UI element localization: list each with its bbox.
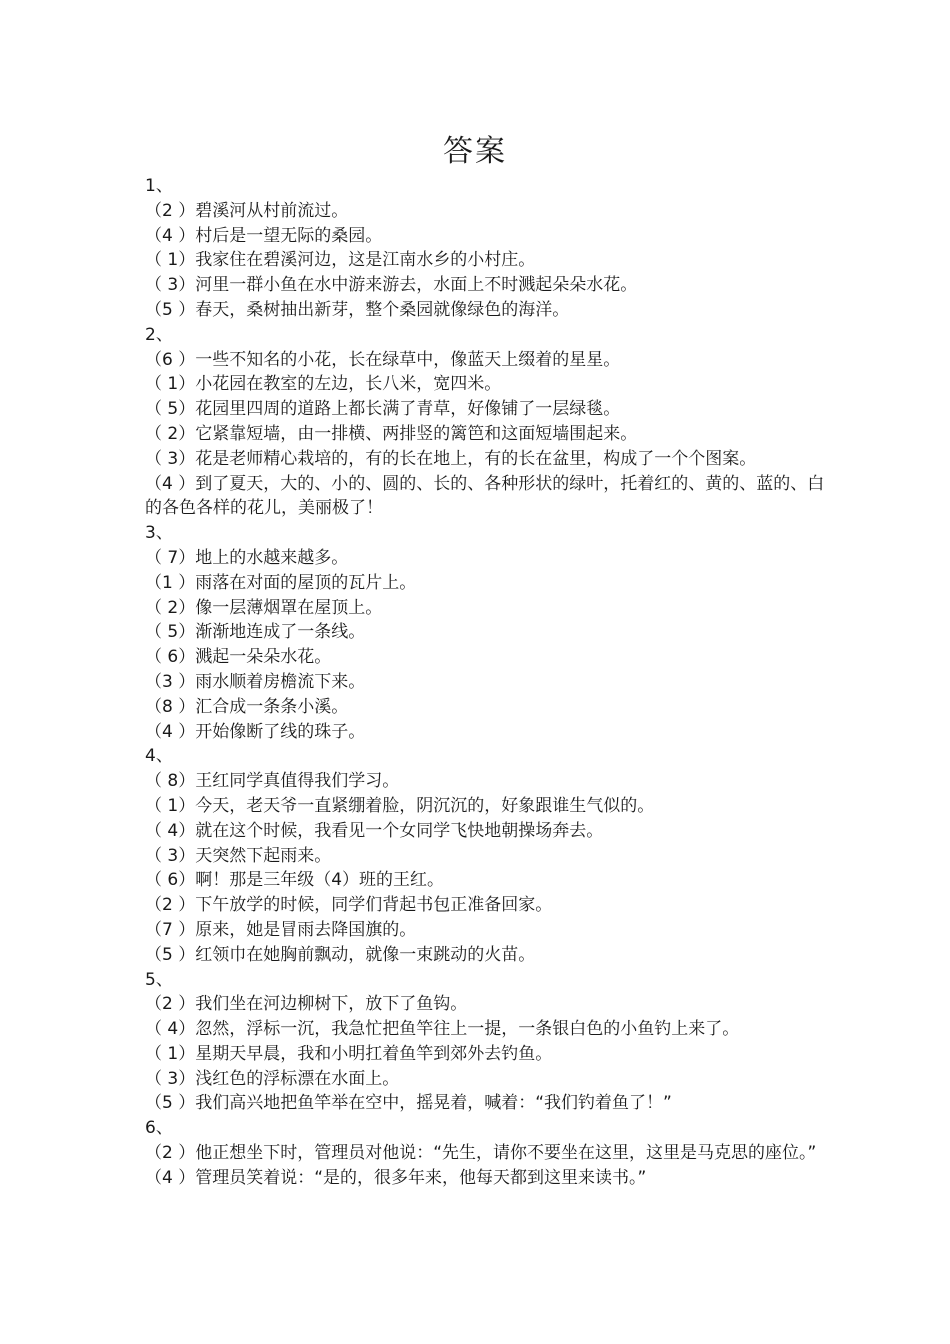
answer-item: （2 ）我们坐在河边柳树下，放下了鱼钩。	[145, 994, 468, 1015]
answer-item: （ 1）今天，老天爷一直紧绷着脸，阴沉沉的，好象跟谁生气似的。	[145, 795, 655, 816]
answer-item: （ 1）我家住在碧溪河边，这是江南水乡的小村庄。	[145, 250, 536, 271]
answer-item: （ 2）像一层薄烟罩在屋顶上。	[145, 597, 383, 618]
answer-item: （ 3）花是老师精心栽培的，有的长在地上，有的长在盆里，构成了一个个图案。	[145, 448, 757, 469]
answer-item: （ 3）浅红色的浮标漂在水面上。	[145, 1068, 400, 1089]
answer-item: （5 ）红领巾在她胸前飘动，就像一束跳动的火苗。	[145, 944, 536, 965]
section-number: 5、	[145, 969, 173, 990]
answer-item: （2 ）下午放学的时候，同学们背起书包正准备回家。	[145, 895, 553, 916]
answer-item: （8 ）汇合成一条条小溪。	[145, 696, 349, 717]
answer-item: （3 ）雨水顺着房檐流下来。	[145, 671, 366, 692]
section-number: 1、	[145, 176, 173, 196]
section-number: 2、	[145, 324, 173, 345]
answer-item: （ 4）就在这个时候，我看见一个女同学飞快地朝操场奔去。	[145, 820, 604, 841]
answer-item: （ 6）啊！那是三年级（4）班的王红。	[145, 870, 445, 891]
answer-item: （ 5）渐渐地连成了一条线。	[145, 622, 366, 643]
answer-item: （ 6）溅起一朵朵水花。	[145, 647, 332, 668]
answer-item: （6 ）一些不知名的小花，长在绿草中，像蓝天上缀着的星星。	[145, 349, 621, 370]
answer-list	[145, 174, 825, 1191]
page-title: 答案	[443, 134, 507, 169]
section-number: 3、	[145, 523, 173, 544]
answer-item: （ 1）星期天早晨，我和小明扛着鱼竿到郊外去钓鱼。	[145, 1043, 553, 1064]
answer-item: （5 ）我们高兴地把鱼竿举在空中，摇晃着，喊着：“我们钓着鱼了！”	[145, 1093, 672, 1114]
answer-item: （ 3）河里一群小鱼在水中游来游去，水面上不时溅起朵朵水花。	[145, 275, 638, 296]
answer-item: （ 5）花园里四周的道路上都长满了青草，好像铺了一层绿毯。	[145, 399, 621, 420]
answer-item: （4 ）管理员笑着说：“是的，很多年来，他每天都到这里来读书。”	[145, 1167, 647, 1188]
answer-item: （ 2）它紧靠短墙，由一排横、两排竖的篱笆和这面短墙围起来。	[145, 423, 638, 444]
answer-item: （2 ）碧溪河从村前流过。	[145, 200, 349, 221]
answer-item: （1 ）雨落在对面的屋顶的瓦片上。	[145, 572, 417, 593]
answer-item: （4 ）村后是一望无际的桑园。	[145, 225, 383, 246]
answer-item: （ 3）天突然下起雨来。	[145, 845, 332, 866]
answer-item: （5 ）春天，桑树抽出新芽，整个桑园就像绿色的海洋。	[145, 299, 570, 320]
answer-item: （4 ）到了夏天，大的、小的、圆的、长的、各种形状的绿叶，托着红的、黄的、蓝的、白的各色各样的花儿，美丽极了！	[145, 473, 825, 519]
section-number: 6、	[145, 1118, 173, 1139]
answer-item: （4 ）开始像断了线的珠子。	[145, 721, 366, 742]
answer-item: （ 4）忽然，浮标一沉，我急忙把鱼竿往上一提，一条银白色的小鱼钓上来了。	[145, 1019, 740, 1040]
section-number: 4、	[145, 746, 173, 767]
answer-item: （7 ）原来，她是冒雨去降国旗的。	[145, 919, 417, 940]
answer-item: （2 ）他正想坐下时，管理员对他说：“先生，请你不要坐在这里，这里是马克思的座位。”	[145, 1143, 817, 1164]
answer-item: （ 8）王红同学真值得我们学习。	[145, 771, 400, 792]
answer-item: （ 1）小花园在教室的左边，长八米，宽四米。	[145, 374, 502, 395]
answer-item: （ 7）地上的水越来越多。	[145, 547, 349, 568]
